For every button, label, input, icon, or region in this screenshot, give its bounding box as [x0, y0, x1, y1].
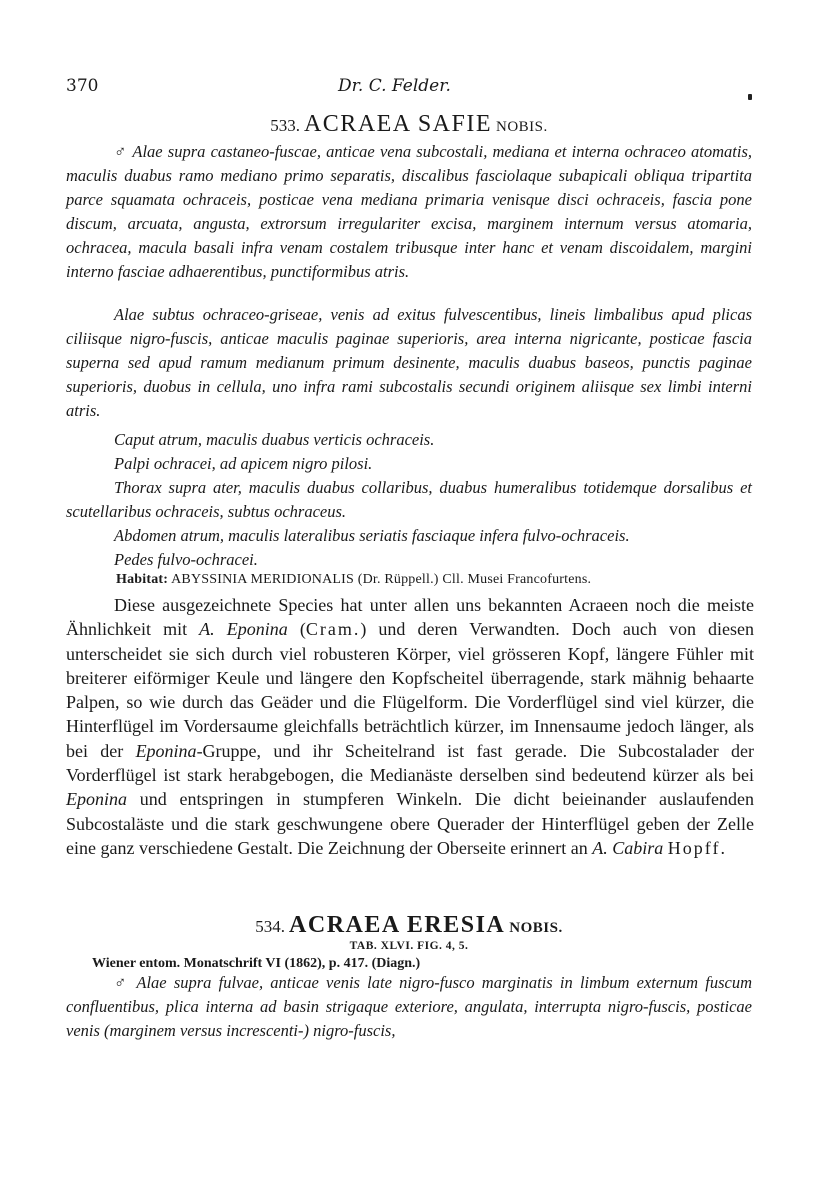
- species-name: ACRAEA ERESIA: [289, 912, 506, 938]
- latin-body-parts: [66, 428, 752, 476]
- species-number: 533.: [270, 116, 300, 135]
- latin-upperside-description: [66, 140, 752, 284]
- page-number: 370: [66, 76, 99, 96]
- latin-thorax: [66, 476, 752, 524]
- literature-reference: Wiener entom. Monatschrift VI (1862), p. 417. (Diagn.): [92, 956, 421, 971]
- species-ref-eponina-3: Eponina: [66, 789, 127, 810]
- german-paragraph: [66, 593, 754, 860]
- german-discussion: [66, 593, 754, 860]
- caput-line: Caput atrum, maculis duabus verticis ochraceis.: [114, 430, 435, 449]
- german-text-4: -Gruppe, und ihr Scheitelrand ist fast gerade. Die Subcostalader der Vorderflügel ist stark herabgebogen, die Medianäste derselben sind bedeutend kürzer als bei: [66, 740, 754, 786]
- male-symbol: ♂: [114, 973, 130, 992]
- male-symbol: ♂: [114, 142, 128, 161]
- page-header: [66, 76, 766, 102]
- latin-underside-description: [66, 303, 752, 423]
- plate-reference: TAB. XLVI. FIG. 4, 5.: [349, 940, 469, 952]
- german-text-3: ) und deren Verwandten. Doch auch von diesen unterscheidet sie sich durch viel robusteren Körper, viel grösseren Kopf, längere Fühler mit breiterer eiförmiger Keule und längere den Kopfscheitel überragende, stark mähnig behaarte Palpen, so wie durch das Geäder und die Flügelform. Die Vorderflügel sind viel kürzer, die Hinterflügel im Vordersaume gleichfalls beträchtlich kürzer, im Innensaume jedoch länger, als bei der: [66, 619, 755, 761]
- ink-mark: [748, 94, 752, 100]
- latin-upper-text: Alae supra castaneo-fuscae, anticae vena subcostali, mediana et interna ochraceo atomatis, maculis duabus ramo mediano primo separatis, discalibus fasciolaque subapicali obliqua tripartita parce squamata ochraceis, posticae vena mediana primaria venisque disci ochraceis, fascia pone discum, arcuata, angusta, extrorsum irregulariter excisa, marginem internum versus atomaria, ochracea, macula basali infra venam costalem tribusque inter hanc et venam discoidalem, margini interno fasciae adhaerentibus, punctiformibus atris.: [66, 142, 753, 281]
- species-ref-cabira: A. Cabira: [592, 837, 664, 858]
- habitat-label: Habitat:: [116, 572, 169, 587]
- abdomen-line: Abdomen atrum, maculis lateralibus seriatis fasciaque infera fulvo-ochraceis.: [114, 526, 630, 545]
- species-author: NOBIS.: [509, 920, 563, 936]
- pedes-line: Pedes fulvo-ochracei.: [114, 550, 258, 569]
- latin-abdomen-pedes: [66, 524, 752, 572]
- species-author: NOBIS.: [496, 119, 548, 135]
- latin-534-text: Alae supra fulvae, anticae venis late nigro-fusco marginatis in limbum externum fuscum confluentibus, plica interna ad basin strigaque exteriore, angulata, interrupta nigro-fuscis, posticae venis (marginem versus increscenti-) nigro-fuscis,: [66, 973, 753, 1040]
- thorax-line: Thorax supra ater, maculis duabus collaribus, duabus humeralibus totidemque dorsalibus et scutellaribus ochraceis, subtus ochraceus.: [66, 478, 752, 521]
- author-cram: Cram.: [305, 619, 361, 640]
- author-hopff: Hopff.: [667, 837, 727, 858]
- species-number: 534.: [255, 917, 286, 936]
- species-name: ACRAEA SAFIE: [303, 111, 492, 137]
- german-text-5: und entspringen in stumpferen Winkeln. Die dicht beieinander auslaufenden Subcostaläste und die stark geschwungene obere Querader der Hinterflügel geben der Zelle eine ganz verschiedene Gestalt. Die Zeichnung der Oberseite erinnert an: [66, 789, 754, 858]
- german-text-1: Diese ausgezeichnete Species hat unter allen uns bekannten Acraeen noch die meiste Ähnlichkeit mit: [66, 595, 754, 640]
- palpi-line: Palpi ochracei, ad apicem nigro pilosi.: [114, 454, 373, 473]
- latin-under-text: Alae subtus ochraceo-griseae, venis ad exitus fulvescentibus, lineis limbalibus apud plicas ciliisque nigro-fuscis, anticae maculis paginae superioris, area interna nigricante, posticae fascia superna sed apud ramum medianum primum desinente, maculis duabus baseos, punctis paginae superioris, duobus in cellula, uno infra rami subcostalis secundi originem aliisque sex limbi interni atris.: [66, 305, 752, 420]
- habitat-line: [116, 572, 756, 588]
- habitat-text: ABYSSINIA MERIDIONALIS (Dr. Rüppell.) Cll. Musei Francofurtens.: [171, 572, 592, 587]
- running-author: Dr. C. Felder.: [338, 76, 451, 96]
- german-text-2: (: [287, 619, 306, 640]
- species-ref-eponina: A. Eponina: [199, 619, 288, 640]
- species-534-heading: [0, 912, 818, 939]
- species-ref-eponina-2: Eponina: [135, 740, 197, 761]
- latin-534-description: [66, 971, 752, 1043]
- species-533-heading: [0, 111, 818, 138]
